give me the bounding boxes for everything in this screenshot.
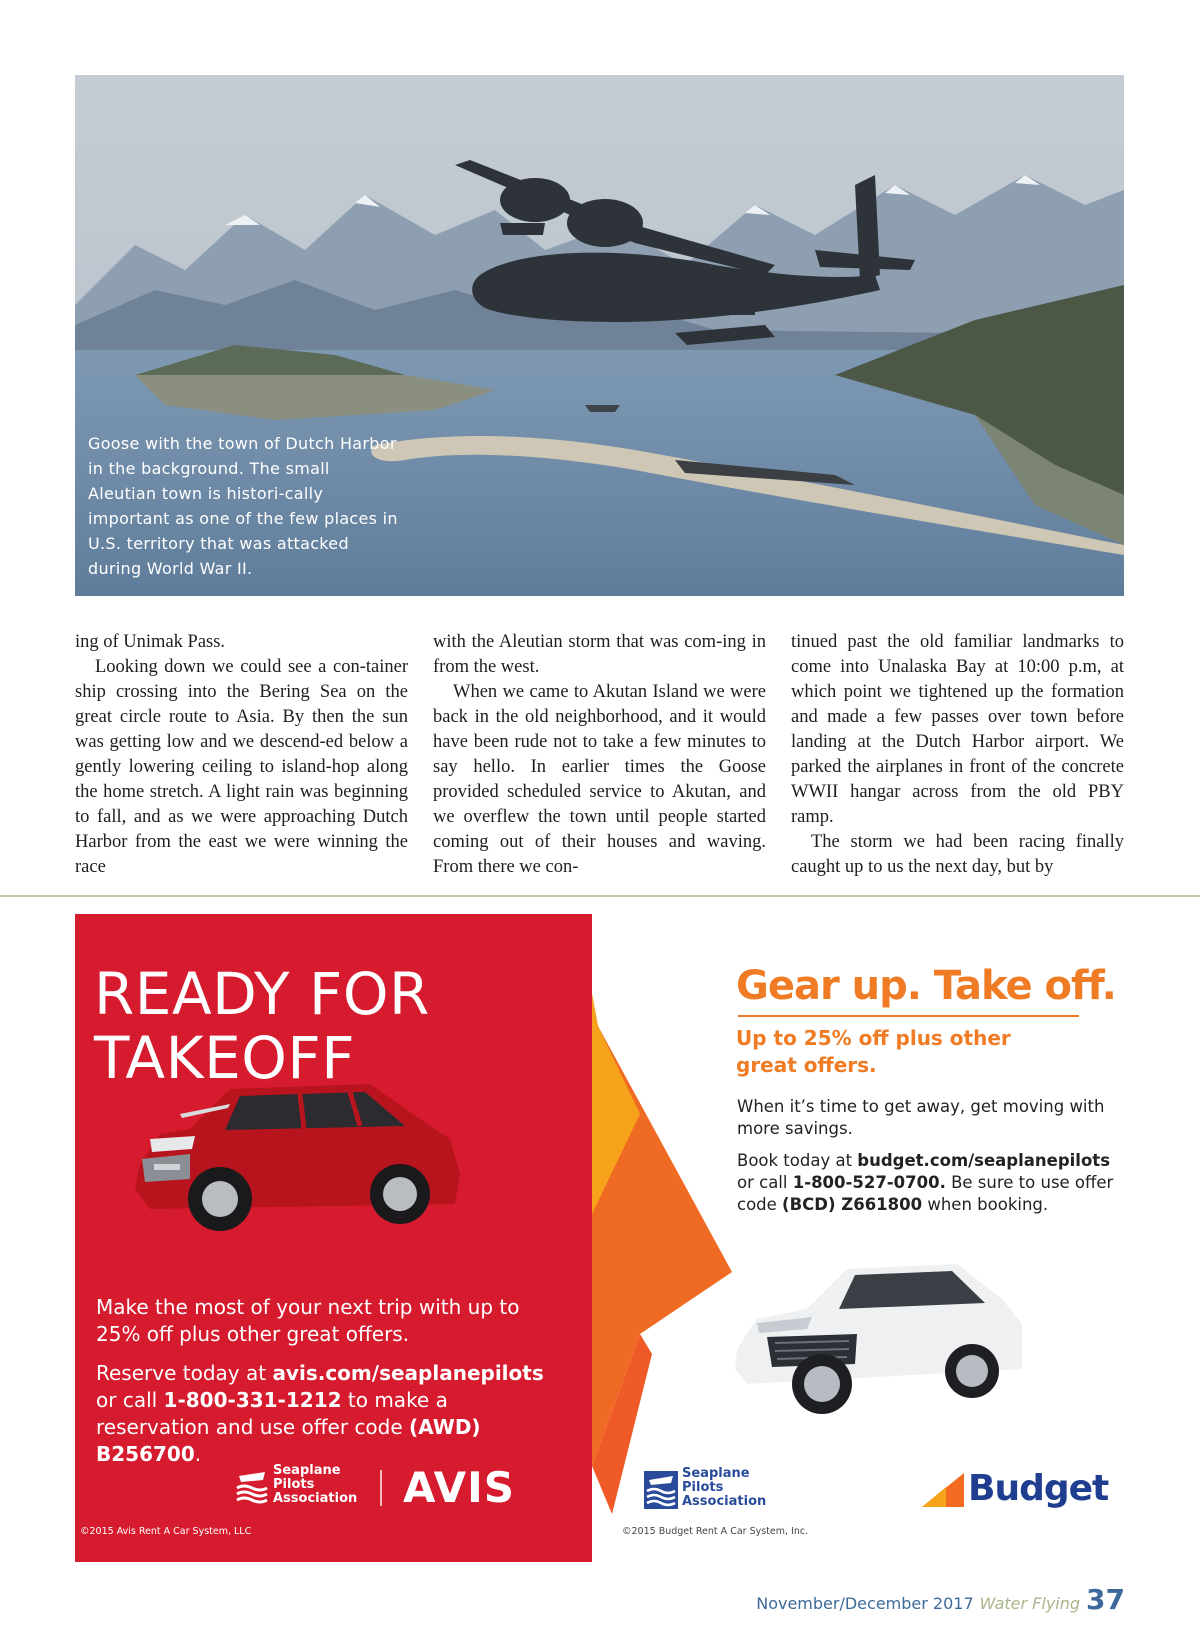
paragraph: Looking down we could see a con-tainer ship crossing into the Bering Sea on the great circle route to Asia. By then the sun was getting low and we descend-ed below a gently lowering ceiling to island-hop along the home stretch. A light rain was beginning to fall, and as we were approaching Dutch Harbor from the east we were winning the race (75, 657, 408, 877)
seaplane-pilots-association-logo-icon (644, 1471, 678, 1509)
budget-phone-number[interactable]: 1-800-527-0700. (792, 1173, 946, 1192)
issue-date: November/December 2017 (756, 1594, 974, 1613)
budget-url-link[interactable]: budget.com/seaplanepilots (857, 1151, 1111, 1170)
text-segment: or call (96, 1388, 164, 1412)
budget-orange-wedge (592, 914, 1124, 1562)
avis-offer-text: Make the most of your next trip with up to 25% off plus other great offers. (96, 1295, 520, 1346)
paragraph: ing of Unimak Pass. (75, 632, 226, 652)
budget-body-copy (737, 1096, 1117, 1216)
hero-photo (75, 75, 1124, 596)
text-segment: or call (737, 1173, 793, 1192)
section-divider (0, 895, 1200, 897)
seaplane-pilots-association-logo-icon (235, 1468, 269, 1506)
avis-headline: READY FOR TAKEOFF (94, 960, 430, 1092)
text-segment: Be sure to use offer code (737, 1173, 1114, 1214)
budget-wordmark: Budget (968, 1468, 1109, 1509)
magazine-name: Water Flying (979, 1594, 1081, 1613)
budget-logo-icon (922, 1473, 964, 1507)
budget-advertisement[interactable] (592, 914, 1124, 1562)
avis-logo: AVIS (403, 1463, 516, 1512)
article-body (75, 630, 1124, 885)
paragraph: The storm we had been racing finally caught up to us the next day, but by (791, 832, 1124, 877)
article-column-2 (433, 630, 766, 885)
avis-phone-number[interactable]: 1-800-331-1212 (163, 1388, 342, 1412)
text-segment: Reserve today at (96, 1361, 273, 1385)
budget-intro-text: When it’s time to get away, get moving with more savings. (737, 1097, 1105, 1138)
budget-logo (922, 1469, 1122, 1519)
article-column-3 (791, 630, 1124, 885)
budget-spa-logo (644, 1467, 784, 1515)
avis-advertisement[interactable] (75, 914, 592, 1562)
text-segment: to make a reservation and use offer code (96, 1388, 448, 1439)
text-segment: when booking. (922, 1195, 1049, 1214)
paragraph: with the Aleutian storm that was com-ing in from the west. (433, 632, 766, 677)
paragraph: When we came to Akutan Island we were back in the old neighborhood, and it would have been rude not to take a few minutes to say hello. In earlier times the Goose provided scheduled service to Akutan, and we overflew the town until people started coming out of their houses and waving. From there we con- (433, 682, 766, 877)
avis-body-copy (96, 1294, 556, 1468)
avis-logo-row (235, 1464, 535, 1514)
avis-copyright: ©2015 Avis Rent A Car System, LLC (80, 1526, 252, 1537)
avis-offer-code: (AWD) B256700 (96, 1415, 481, 1466)
headline-underline (738, 1015, 1079, 1017)
avis-reserve-text (96, 1360, 556, 1468)
budget-headline: Gear up. Take off. (736, 963, 1116, 1009)
white-sedan-image (727, 1239, 1027, 1419)
budget-offer-code: (BCD) Z661800 (782, 1195, 923, 1214)
page-number: 37 (1086, 1583, 1125, 1616)
text-segment: . (194, 1442, 202, 1466)
budget-offer-text: Up to 25% off plus other great offers. (736, 1026, 1011, 1077)
budget-copyright: ©2015 Budget Rent A Car System, Inc. (622, 1526, 809, 1537)
red-suv-image (120, 1064, 480, 1239)
article-column-1 (75, 630, 408, 885)
spa-logo-text: Seaplane Pilots Association (682, 1466, 767, 1509)
avis-url-link[interactable]: avis.com/seaplanepilots (272, 1361, 544, 1385)
logo-divider (380, 1470, 382, 1506)
budget-booking-text (737, 1150, 1117, 1216)
page-footer (756, 1583, 1125, 1615)
spa-logo-text: Seaplane Pilots Association (273, 1463, 358, 1506)
photo-caption: Goose with the town of Dutch Harbor in the background. The small Aleutian town is histori-cally important as one of the few places in U.S. territory that was attacked during World War II. (88, 434, 398, 578)
text-segment: Book today at (737, 1151, 858, 1170)
paragraph: tinued past the old familiar landmarks to come into Unalaska Bay at 10:00 p.m, at which point we tightened up the formation and made a few passes over town before landing at the Dutch Harbor airport. We parked the airplanes in front of the concrete WWII hangar across from the old PBY ramp. (791, 632, 1124, 827)
